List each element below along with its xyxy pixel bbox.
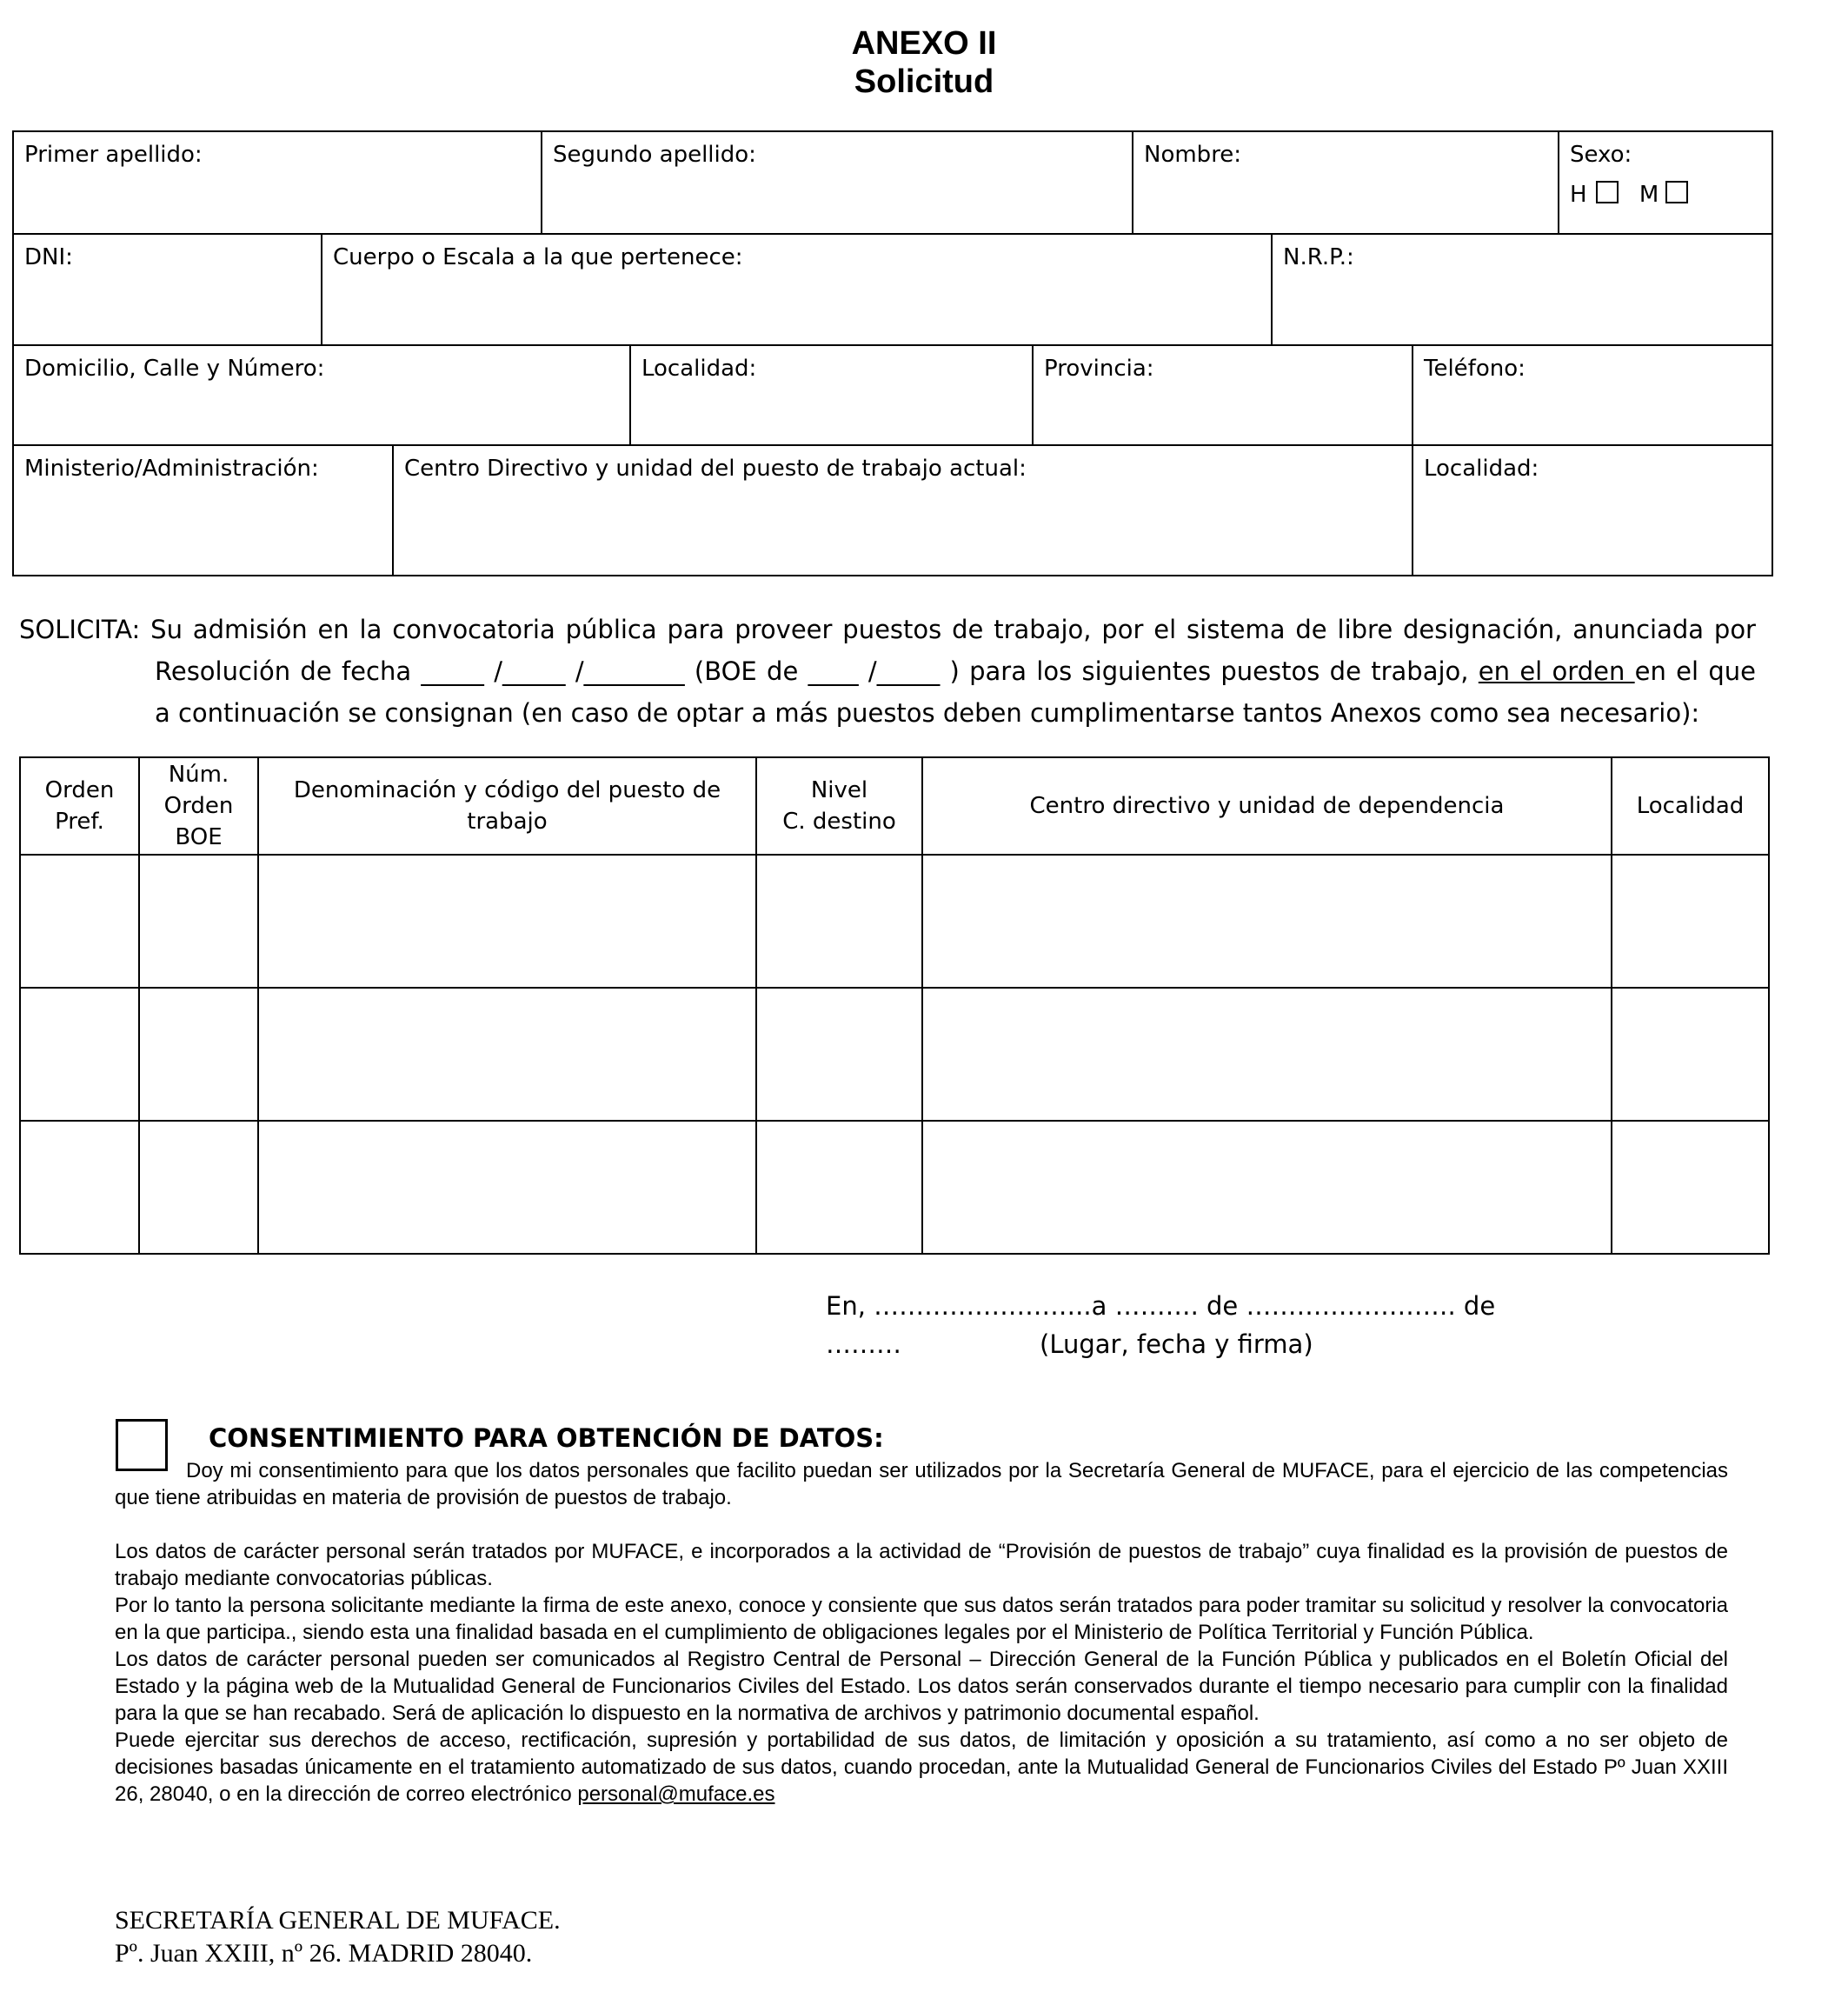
telefono-field[interactable]: [1413, 346, 1772, 444]
consent-paragraph-2: Los datos de carácter personal serán tratados por MUFACE, e incorporados a la actividad de “Provisión de puestos de trabajo” cuya finalidad es la provisión de puestos de trabajo mediante convocatorias públicas.: [115, 1540, 1728, 1590]
col-denominacion: Denominación y código del puesto de trabajo: [258, 757, 756, 855]
form-subtitle: Solicitud: [854, 63, 994, 100]
solicita-line-2a: Resolución de fecha _____ /_____ /________ (BOE de ____ /_____ ) para los siguientes puestos de trabajo,: [155, 656, 1479, 686]
table-row: [20, 1121, 1769, 1254]
email-link[interactable]: personal@muface.es: [577, 1782, 775, 1806]
sexo-label: Sexo:: [1570, 142, 1632, 168]
centro-directivo-field[interactable]: [394, 446, 1413, 575]
table-cell[interactable]: [258, 988, 756, 1121]
sexo-h-checkbox[interactable]: [1596, 181, 1619, 203]
telefono-label: Teléfono:: [1424, 356, 1526, 382]
localidad-trabajo-label: Localidad:: [1424, 456, 1539, 482]
table-cell[interactable]: [258, 1121, 756, 1254]
table-header-row: [20, 757, 1769, 855]
table-cell[interactable]: [922, 855, 1612, 988]
table-cell[interactable]: [1612, 988, 1769, 1121]
table-cell[interactable]: [922, 1121, 1612, 1254]
cuerpo-label: Cuerpo o Escala a la que pertenece:: [333, 244, 743, 270]
signature-caption: (Lugar, fecha y firma): [1040, 1329, 1313, 1359]
table-cell[interactable]: [1612, 855, 1769, 988]
sexo-h-label: H: [1570, 182, 1587, 208]
table-cell[interactable]: [20, 988, 139, 1121]
footer-line-2: Pº. Juan XXIII, nº 26. MADRID 28040.: [115, 1939, 533, 1968]
table-cell[interactable]: [139, 855, 258, 988]
signature-place-line: En, ……………………..a ………. de ……………………. de ………: [826, 1291, 1496, 1359]
footer-line-1: SECRETARÍA GENERAL DE MUFACE.: [115, 1906, 561, 1935]
form-row-names: [12, 130, 1773, 233]
consent-paragraph-3: Por lo tanto la persona solicitante mediante la firma de este anexo, conoce y consiente que sus datos serán tratados para poder tramitar su solicitud y resolver la convocatoria en la que participa., siendo esta una finalidad basada en el cumplimiento de obligaciones legales por el Ministerio de Política Territorial y Función Pública.: [115, 1594, 1728, 1644]
cuerpo-field[interactable]: [322, 235, 1273, 344]
solicita-line-3: a continuación se consignan (en caso de optar a más puestos deben cumplimentarse tantos Anexos como sea necesario):: [155, 698, 1700, 728]
table-cell[interactable]: [139, 1121, 258, 1254]
table-cell[interactable]: [756, 988, 922, 1121]
form-row-ids: [12, 233, 1773, 344]
form-row-work: [12, 444, 1773, 576]
table-cell[interactable]: [1612, 1121, 1769, 1254]
segundo-apellido-label: Segundo apellido:: [553, 142, 756, 168]
consent-paragraph-5: [115, 1727, 1728, 1808]
consent-paragraph-4: Los datos de carácter personal pueden ser comunicados al Registro Central de Personal – Dirección General de la Función Pública y publicados en el Boletín Oficial del Estado y la página web de la Mutualidad General de Funcionarios Civiles del Estado. Los datos serán conservados durante el tiempo necesario para cumplir con la finalidad para la que se han recabado. Será de aplicación lo dispuesto en la normativa de archivos y patrimonio documental español.: [115, 1648, 1728, 1725]
nombre-field[interactable]: [1133, 132, 1559, 233]
col-num-orden-boe: Núm. Orden BOE: [139, 757, 258, 855]
nombre-label: Nombre:: [1144, 142, 1242, 168]
ministerio-label: Ministerio/Administración:: [24, 456, 319, 482]
table-cell[interactable]: [20, 855, 139, 988]
dni-field[interactable]: [14, 235, 322, 344]
col-orden-pref: Orden Pref.: [20, 757, 139, 855]
solicita-line-2b: en el que: [1634, 656, 1757, 686]
sexo-m-label: M: [1639, 182, 1659, 208]
col-nivel: Nivel C. destino: [756, 757, 922, 855]
solicita-line-2: [19, 650, 1756, 692]
provincia-label: Provincia:: [1044, 356, 1154, 382]
primer-apellido-field[interactable]: [14, 132, 542, 233]
domicilio-field[interactable]: [14, 346, 631, 444]
personal-data-grid: [12, 130, 1773, 576]
ministerio-field[interactable]: [14, 446, 394, 575]
dni-label: DNI:: [24, 244, 73, 270]
localidad-label: Localidad:: [641, 356, 757, 382]
sexo-m-checkbox[interactable]: [1665, 181, 1688, 203]
table-cell[interactable]: [139, 988, 258, 1121]
col-localidad: Localidad: [1612, 757, 1769, 855]
table-cell[interactable]: [922, 988, 1612, 1121]
solicita-line-1: SOLICITA: Su admisión en la convocatoria pública para proveer puestos de trabajo, por el sistema de libre designación, anunciada por: [19, 615, 1756, 644]
table-row: [20, 988, 1769, 1121]
table-cell[interactable]: [756, 1121, 922, 1254]
nrp-field[interactable]: [1273, 235, 1772, 344]
localidad-field[interactable]: [631, 346, 1034, 444]
table-cell[interactable]: [756, 855, 922, 988]
legal-text: [115, 1457, 1728, 1808]
footer-address: [115, 1904, 561, 1970]
consent-title: CONSENTIMIENTO PARA OBTENCIÓN DE DATOS:: [209, 1423, 884, 1453]
provincia-field[interactable]: [1034, 346, 1413, 444]
localidad-trabajo-field[interactable]: [1413, 446, 1772, 575]
nrp-label: N.R.P.:: [1283, 244, 1354, 270]
en-el-orden-text: en el orden: [1478, 656, 1635, 686]
table-cell[interactable]: [258, 855, 756, 988]
col-centro-directivo: Centro directivo y unidad de dependencia: [922, 757, 1612, 855]
segundo-apellido-field[interactable]: [542, 132, 1133, 233]
sexo-field: [1559, 132, 1772, 233]
domicilio-label: Domicilio, Calle y Número:: [24, 356, 325, 382]
positions-table: [19, 756, 1770, 1255]
table-row: [20, 855, 1769, 988]
consent-paragraph-5-text: Puede ejercitar sus derechos de acceso, rectificación, supresión y portabilidad de sus datos, de limitación y oposición a su tratamiento, así como a no ser objeto de decisiones basadas únicamente en el tratamiento automatizado de sus datos, cuando procedan, ante la Mutualidad General de Funcionarios Civiles del Estado Pº Juan XXIII 26, 28040, o en la dirección de correo electrónico: [115, 1729, 1728, 1806]
solicita-paragraph: [19, 609, 1756, 734]
centro-directivo-label: Centro Directivo y unidad del puesto de trabajo actual:: [404, 456, 1027, 482]
form-row-address: [12, 344, 1773, 444]
consent-paragraph-1: Doy mi consentimiento para que los datos personales que facilito puedan ser utilizados por la Secretaría General de MUFACE, para el ejercicio de las competencias que tiene atribuidas en materia de provisión de puestos de trabajo.: [115, 1459, 1728, 1509]
table-cell[interactable]: [20, 1121, 139, 1254]
annex-title: ANEXO II: [851, 25, 997, 62]
primer-apellido-label: Primer apellido:: [24, 142, 203, 168]
